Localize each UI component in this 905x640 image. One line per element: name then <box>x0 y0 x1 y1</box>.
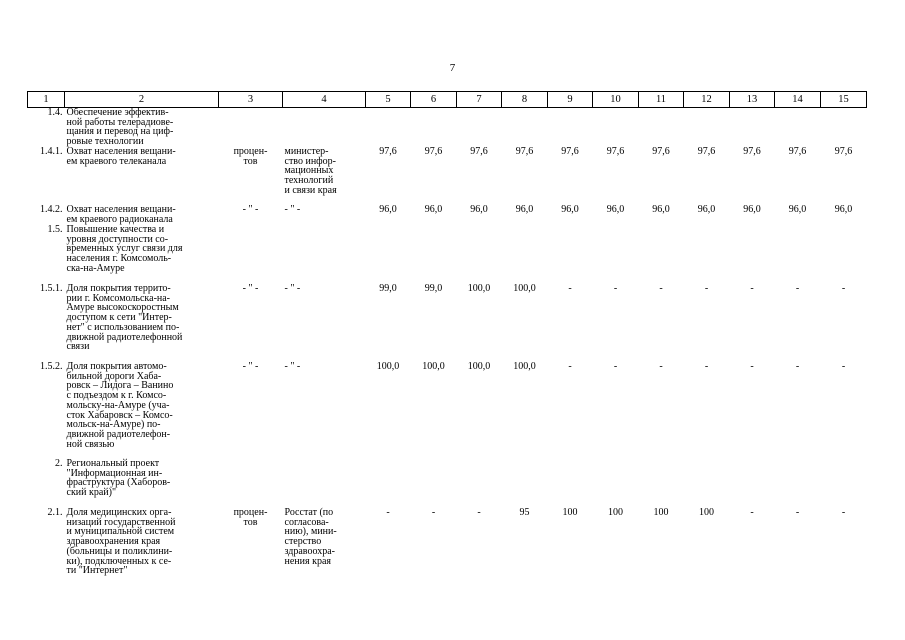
unit-of-measure: - " - <box>242 283 259 294</box>
value-cell <box>821 108 867 148</box>
unit-of-measure <box>219 108 283 148</box>
value-cell <box>593 108 639 148</box>
value-cell: - <box>841 507 846 518</box>
value-cell: 97,6 <box>652 146 670 157</box>
indicator-name: Региональный проект "Информационная ин- фраструктура (Хаборов- ский край)" <box>66 458 171 499</box>
value-cell: - <box>568 283 572 294</box>
row-number: 2. <box>55 458 63 469</box>
value-cell: 96,0 <box>834 204 853 215</box>
responsible-body: - " - <box>284 283 301 294</box>
table-row <box>28 362 867 459</box>
value-cell <box>684 108 730 148</box>
value-cell: 96,0 <box>788 204 807 215</box>
column-header: 3 <box>219 92 283 108</box>
value-cell: - <box>431 507 436 518</box>
page-number: 7 <box>449 62 456 74</box>
value-cell: 96,0 <box>743 204 761 215</box>
value-cell: 95 <box>519 507 530 518</box>
table-row <box>28 108 867 148</box>
indicator-name: Доля медицинских орга- низаций государственной и муниципальной систем здравоохранения края (больницы и поликлини- ки), подключенных к се- ти "Интернет" <box>66 507 176 577</box>
responsible-body: - " - <box>284 204 301 215</box>
value-cell: 96,0 <box>424 204 443 215</box>
value-cell: 97,6 <box>697 146 716 157</box>
value-cell: 100,0 <box>513 361 536 372</box>
value-cell: 97,6 <box>470 146 488 157</box>
indicator-name: Доля покрытия автомо- бильной дороги Хаба- ровск – Лидога – Ванино с подъездом к г. Комсо- мольску-на-Амуре (уча- сток Хабаровск – Комсо- мольск-на-Амуре) по- движной радиотелефон- ной связью <box>66 361 174 450</box>
value-cell <box>684 459 730 508</box>
value-cell <box>411 108 457 148</box>
value-cell: - <box>795 507 800 518</box>
table-row <box>28 225 867 284</box>
value-cell <box>457 225 502 284</box>
indicator-name: Охват населения вещани- ем краевого телеканала <box>66 146 176 167</box>
value-cell <box>502 459 548 508</box>
value-cell: 100,0 <box>467 283 491 294</box>
column-header: 8 <box>502 92 548 108</box>
value-cell: 97,6 <box>606 146 625 157</box>
value-cell <box>730 459 775 508</box>
table-row <box>28 508 867 598</box>
table-row <box>28 284 867 362</box>
value-cell: 97,6 <box>743 146 761 157</box>
column-header: 14 <box>775 92 821 108</box>
value-cell: - <box>795 283 800 294</box>
value-cell: 97,6 <box>515 146 534 157</box>
value-cell: 96,0 <box>652 204 670 215</box>
value-cell: 100,0 <box>422 361 445 372</box>
value-cell: 97,6 <box>834 146 853 157</box>
value-cell <box>730 225 775 284</box>
value-cell: 100,0 <box>513 283 536 294</box>
column-header: 1 <box>28 92 65 108</box>
value-cell <box>411 459 457 508</box>
indicator-name: Повышение качества и уровня доступности со- временных услуг связи для населения г. Комсомоль- ска-на-Амуре <box>66 224 183 274</box>
value-cell <box>639 225 684 284</box>
column-header: 11 <box>639 92 684 108</box>
value-cell: - <box>568 361 572 372</box>
value-cell: 100 <box>653 507 669 518</box>
row-number: 1.4. <box>47 107 63 118</box>
column-header: 5 <box>366 92 411 108</box>
value-cell: 96,0 <box>697 204 716 215</box>
value-cell: - <box>841 361 846 372</box>
column-header: 9 <box>548 92 593 108</box>
value-cell: - <box>750 361 754 372</box>
value-cell: 97,6 <box>561 146 579 157</box>
value-cell <box>730 108 775 148</box>
value-cell <box>593 225 639 284</box>
value-cell: - <box>841 283 846 294</box>
unit-of-measure <box>219 225 283 284</box>
value-cell: 100 <box>608 507 623 518</box>
value-cell: - <box>659 361 663 372</box>
value-cell: - <box>659 283 663 294</box>
value-cell: 97,6 <box>424 146 443 157</box>
value-cell <box>502 225 548 284</box>
column-number-header <box>28 92 867 108</box>
value-cell: 100 <box>562 507 578 518</box>
row-number: 1.4.2. <box>40 204 63 215</box>
value-cell <box>502 108 548 148</box>
value-cell: 96,0 <box>606 204 625 215</box>
row-number: 1.5.1. <box>40 283 63 294</box>
column-header: 10 <box>593 92 639 108</box>
column-header: 12 <box>684 92 730 108</box>
unit-of-measure: процен- тов <box>233 507 268 528</box>
unit-of-measure <box>219 459 283 508</box>
indicator-table <box>27 91 867 598</box>
column-header: 7 <box>457 92 502 108</box>
value-cell <box>366 225 411 284</box>
value-cell <box>684 225 730 284</box>
value-cell <box>457 459 502 508</box>
column-header: 13 <box>730 92 775 108</box>
value-cell: 99,0 <box>424 283 443 294</box>
value-cell: - <box>613 361 618 372</box>
value-cell: 99,0 <box>379 283 397 294</box>
row-number: 1.5. <box>47 224 63 235</box>
value-cell: 100,0 <box>376 361 400 372</box>
row-number: 1.4.1. <box>40 146 63 157</box>
responsible-body: министер- ство инфор- мационных технологий и связи края <box>284 146 337 196</box>
value-cell: 100 <box>699 507 714 518</box>
value-cell: 96,0 <box>379 204 397 215</box>
responsible-body <box>283 225 366 284</box>
column-header: 6 <box>411 92 457 108</box>
table-row <box>28 459 867 508</box>
unit-of-measure: - " - <box>242 204 259 215</box>
indicator-name: Обеспечение эффектив- ной работы телерадиове- щания и перевод на циф- ровые технологии <box>66 107 174 148</box>
value-cell <box>775 108 821 148</box>
value-cell: - <box>795 361 800 372</box>
value-cell <box>775 225 821 284</box>
value-cell <box>366 459 411 508</box>
value-cell <box>457 108 502 148</box>
value-cell: - <box>750 507 754 518</box>
row-number: 1.5.2. <box>40 361 63 372</box>
indicator-name: Охват населения вещани- ем краевого радиоканала <box>66 204 176 225</box>
value-cell <box>639 108 684 148</box>
unit-of-measure: - " - <box>242 361 259 372</box>
value-cell <box>775 459 821 508</box>
value-cell: - <box>750 283 754 294</box>
indicator-name: Доля покрытия террито- рии г. Комсомольска-на- Амуре высокоскоростным доступом к сети "Интер- нет" с использованием по- движной радиотелефонной связи <box>66 283 183 353</box>
value-cell <box>411 225 457 284</box>
value-cell: - <box>613 283 618 294</box>
responsible-body: Росстат (по согласова- нию), мини- стерство здравоохра- нения края <box>284 507 337 567</box>
responsible-body <box>283 459 366 508</box>
value-cell <box>548 459 593 508</box>
value-cell: 97,6 <box>379 146 397 157</box>
column-header: 15 <box>821 92 867 108</box>
table-row <box>28 147 867 205</box>
responsible-body: - " - <box>284 361 301 372</box>
responsible-body <box>283 108 366 148</box>
table-row <box>28 205 867 225</box>
value-cell: 96,0 <box>515 204 534 215</box>
value-cell <box>639 459 684 508</box>
value-cell: - <box>704 361 709 372</box>
value-cell: 96,0 <box>470 204 488 215</box>
value-cell <box>548 108 593 148</box>
value-cell <box>366 108 411 148</box>
value-cell <box>821 459 867 508</box>
column-header: 2 <box>65 92 219 108</box>
value-cell <box>821 225 867 284</box>
value-cell <box>548 225 593 284</box>
row-number: 2.1. <box>47 507 63 518</box>
value-cell: - <box>386 507 390 518</box>
value-cell: 100,0 <box>467 361 491 372</box>
unit-of-measure: процен- тов <box>233 146 268 167</box>
value-cell: 96,0 <box>561 204 579 215</box>
value-cell: - <box>704 283 709 294</box>
value-cell: - <box>477 507 481 518</box>
value-cell: 97,6 <box>788 146 807 157</box>
value-cell <box>593 459 639 508</box>
column-header: 4 <box>283 92 366 108</box>
